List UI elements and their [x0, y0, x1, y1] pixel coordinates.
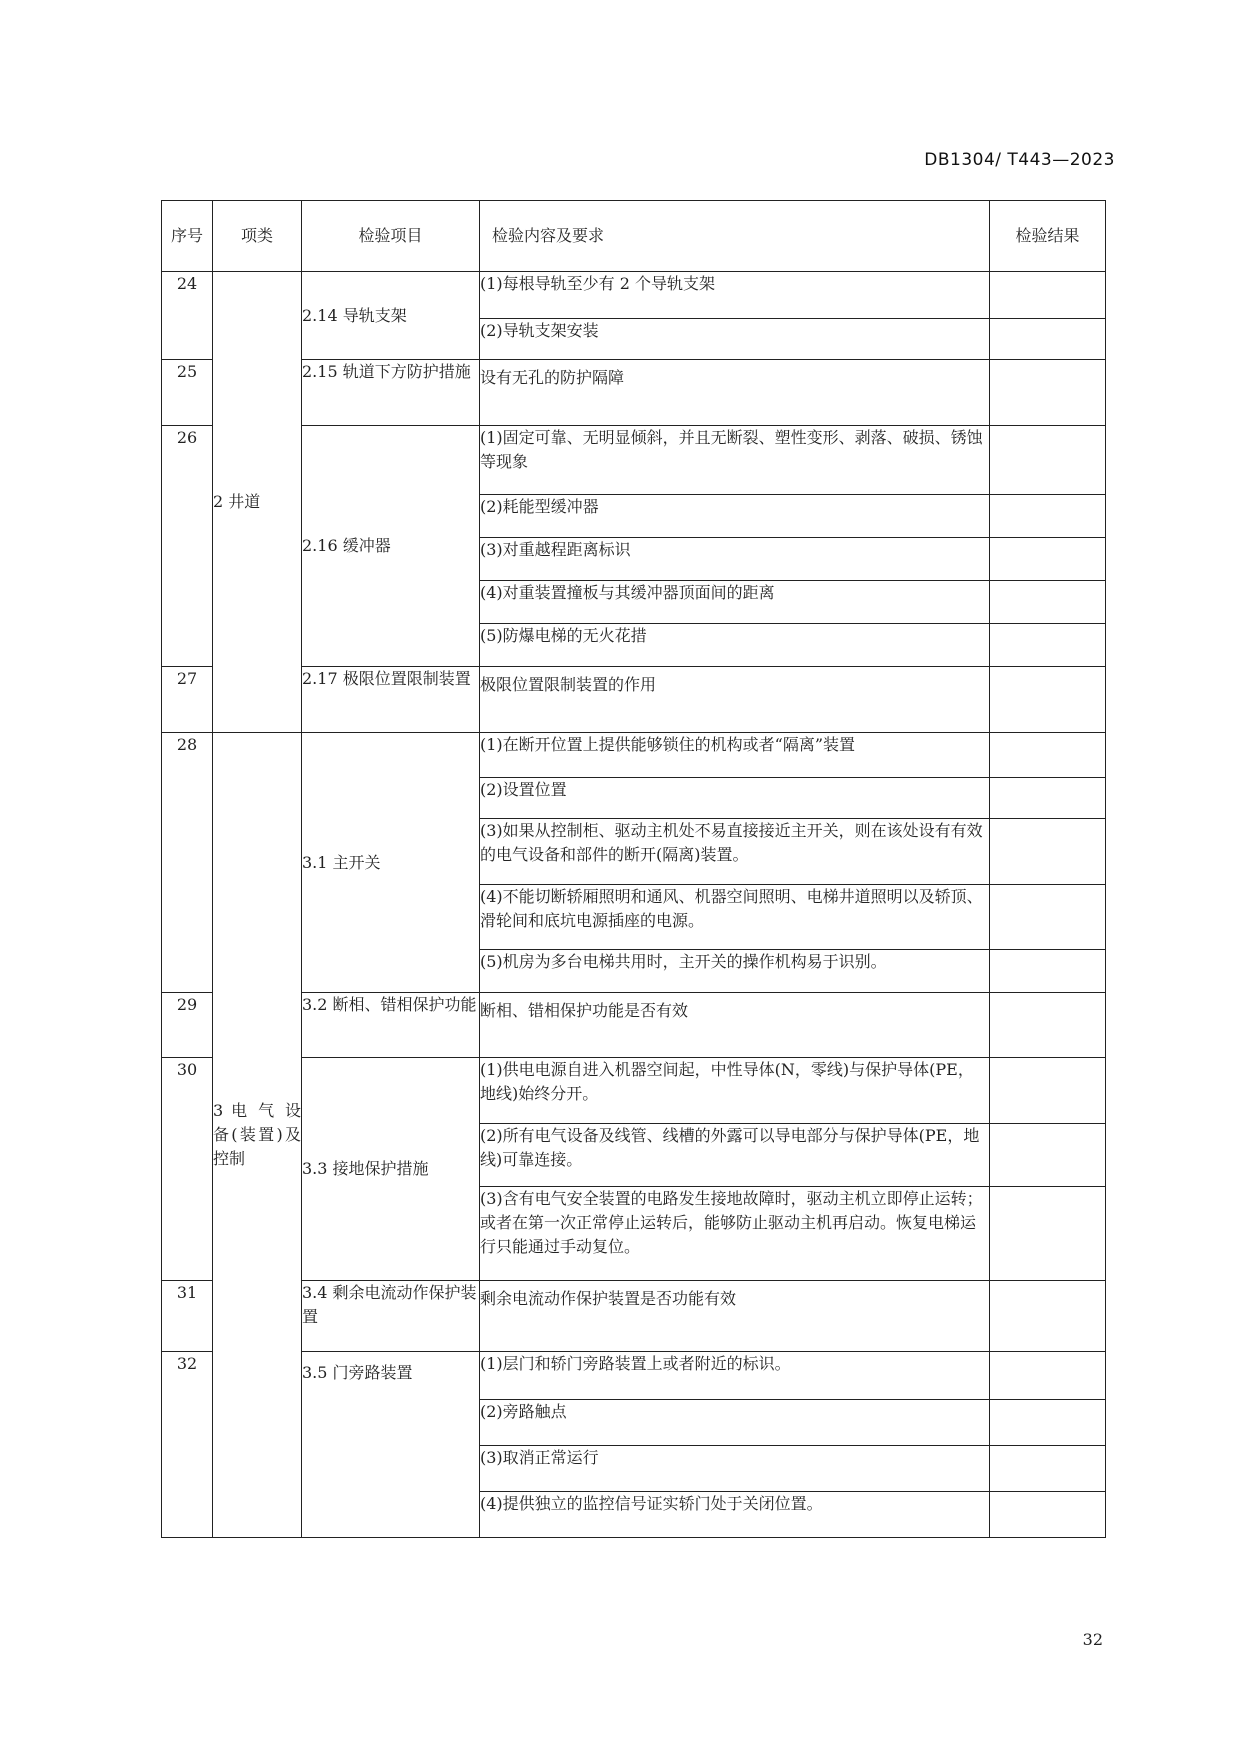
result-cell[interactable]: [990, 993, 1106, 1058]
result-cell[interactable]: [990, 272, 1106, 319]
inspection-item: 3.1 主开关: [302, 733, 480, 993]
row-number: 31: [162, 1281, 213, 1352]
requirement-cell: (4)提供独立的监控信号证实轿门处于关闭位置。: [480, 1492, 990, 1538]
requirement-cell: (3)如果从控制柜、驱动主机处不易直接接近主开关，则在该处设有有效的电气设备和部件的断开(隔离)装置。: [480, 819, 990, 885]
table-row: [162, 360, 1106, 426]
result-cell[interactable]: [990, 733, 1106, 778]
result-cell[interactable]: [990, 667, 1106, 733]
row-number: 25: [162, 360, 213, 426]
requirement-cell: (2)耗能型缓冲器: [480, 495, 990, 538]
result-cell[interactable]: [990, 819, 1106, 885]
header-requirement: 检验内容及要求: [480, 201, 990, 272]
row-number: 28: [162, 733, 213, 993]
result-cell[interactable]: [990, 778, 1106, 819]
requirement-cell: (1)在断开位置上提供能够锁住的机构或者“隔离”装置: [480, 733, 990, 778]
row-number: 29: [162, 993, 213, 1058]
header-no: 序号: [162, 201, 213, 272]
inspection-item: 3.2 断相、错相保护功能: [302, 993, 480, 1058]
table-row: [162, 272, 1106, 319]
result-cell[interactable]: [990, 319, 1106, 360]
result-cell[interactable]: [990, 538, 1106, 581]
category-shaft: 2 井道: [213, 272, 302, 733]
requirement-cell: 剩余电流动作保护装置是否功能有效: [480, 1281, 990, 1352]
result-cell[interactable]: [990, 1281, 1106, 1352]
result-cell[interactable]: [990, 1446, 1106, 1492]
requirement-cell: (4)不能切断轿厢照明和通风、机器空间照明、电梯井道照明以及轿顶、滑轮间和底坑电源插座的电源。: [480, 885, 990, 950]
result-cell[interactable]: [990, 360, 1106, 426]
result-cell[interactable]: [990, 885, 1106, 950]
result-cell[interactable]: [990, 426, 1106, 495]
result-cell[interactable]: [990, 1058, 1106, 1124]
result-cell[interactable]: [990, 1187, 1106, 1281]
table-row: [162, 426, 1106, 495]
requirement-cell: (3)对重越程距离标识: [480, 538, 990, 581]
row-number: 26: [162, 426, 213, 667]
row-number: 32: [162, 1352, 213, 1538]
requirement-cell: (1)层门和轿门旁路装置上或者附近的标识。: [480, 1352, 990, 1400]
row-number: 24: [162, 272, 213, 360]
inspection-item: 2.15 轨道下方防护措施: [302, 360, 480, 426]
header-item: 检验项目: [302, 201, 480, 272]
requirement-cell: (5)防爆电梯的无火花措: [480, 624, 990, 667]
requirement-cell: (4)对重装置撞板与其缓冲器顶面间的距离: [480, 581, 990, 624]
requirement-cell: (1)固定可靠、无明显倾斜，并且无断裂、塑性变形、剥落、破损、锈蚀等现象: [480, 426, 990, 495]
inspection-table: [161, 200, 1106, 1538]
table-row: [162, 1058, 1106, 1124]
row-number: 27: [162, 667, 213, 733]
requirement-cell: (5)机房为多台电梯共用时，主开关的操作机构易于识别。: [480, 950, 990, 993]
table-row: [162, 733, 1106, 778]
requirement-cell: (2)设置位置: [480, 778, 990, 819]
inspection-item: 3.4 剩余电流动作保护装置: [302, 1281, 480, 1352]
header-category: 项类: [213, 201, 302, 272]
inspection-item: 3.5 门旁路装置: [302, 1352, 480, 1538]
table-header-row: [162, 201, 1106, 272]
result-cell[interactable]: [990, 495, 1106, 538]
inspection-item: 2.16 缓冲器: [302, 426, 480, 667]
table-row: [162, 1352, 1106, 1400]
table-row: [162, 667, 1106, 733]
inspection-item: 2.14 导轨支架: [302, 272, 480, 360]
requirement-cell: (1)供电电源自进入机器空间起，中性导体(N，零线)与保护导体(PE，地线)始终分开。: [480, 1058, 990, 1124]
requirement-cell: (1)每根导轨至少有 2 个导轨支架: [480, 272, 990, 319]
requirement-cell: (2)导轨支架安装: [480, 319, 990, 360]
page-number: 32: [1082, 1630, 1103, 1649]
result-cell[interactable]: [990, 1400, 1106, 1446]
result-cell[interactable]: [990, 1124, 1106, 1187]
requirement-cell: (2)旁路触点: [480, 1400, 990, 1446]
requirement-cell: (2)所有电气设备及线管、线槽的外露可以导电部分与保护导体(PE，地线)可靠连接。: [480, 1124, 990, 1187]
requirement-cell: (3)含有电气安全装置的电路发生接地故障时，驱动主机立即停止运转；或者在第一次正常停止运转后，能够防止驱动主机再启动。恢复电梯运行只能通过手动复位。: [480, 1187, 990, 1281]
requirement-cell: 极限位置限制装置的作用: [480, 667, 990, 733]
table-row: [162, 1281, 1106, 1352]
inspection-item: 2.17 极限位置限制装置: [302, 667, 480, 733]
category-electrical: 3 电 气 设备(装置)及控制: [213, 733, 302, 1538]
requirement-cell: 断相、错相保护功能是否有效: [480, 993, 990, 1058]
result-cell[interactable]: [990, 581, 1106, 624]
result-cell[interactable]: [990, 950, 1106, 993]
requirement-cell: 设有无孔的防护隔障: [480, 360, 990, 426]
result-cell[interactable]: [990, 1352, 1106, 1400]
document-code: DB1304/ T443—2023: [924, 150, 1115, 170]
table-row: [162, 993, 1106, 1058]
result-cell[interactable]: [990, 624, 1106, 667]
requirement-cell: (3)取消正常运行: [480, 1446, 990, 1492]
inspection-item: 3.3 接地保护措施: [302, 1058, 480, 1281]
header-result: 检验结果: [990, 201, 1106, 272]
row-number: 30: [162, 1058, 213, 1281]
result-cell[interactable]: [990, 1492, 1106, 1538]
